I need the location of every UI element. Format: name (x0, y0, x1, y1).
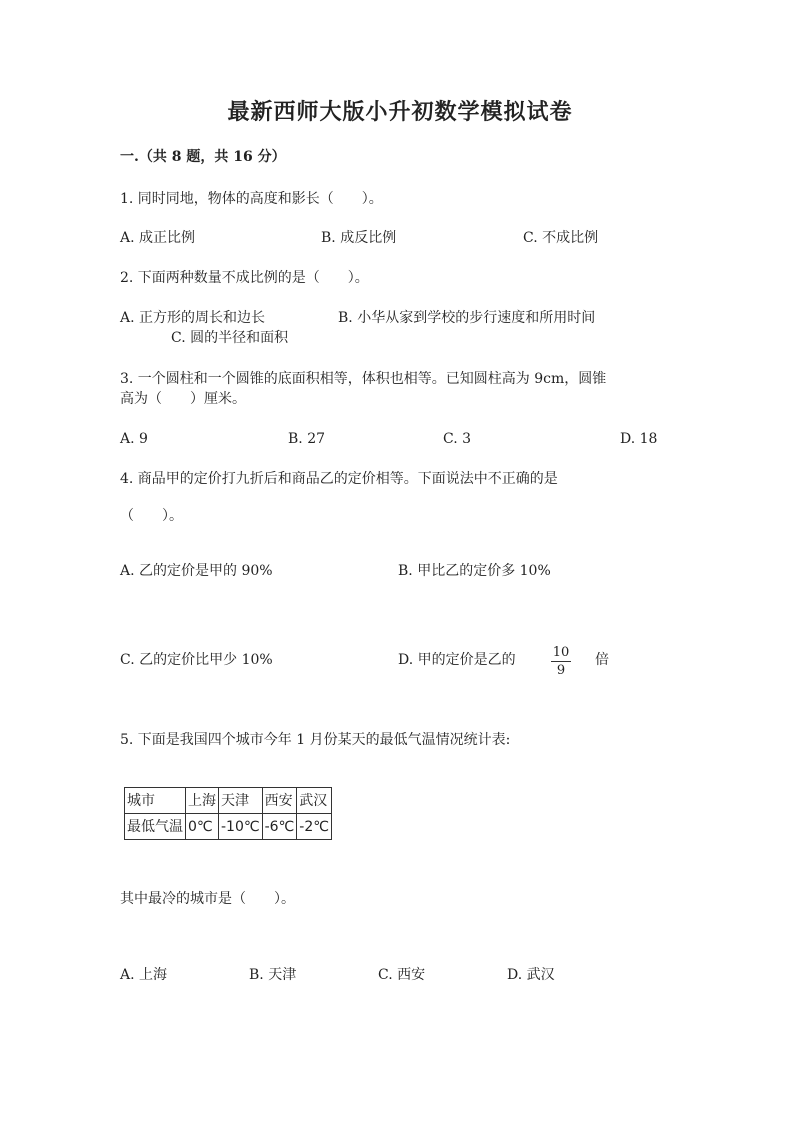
question-5-option-d: D. 武汉 (507, 967, 555, 983)
question-5-option-b: B. 天津 (249, 967, 297, 983)
fraction-denominator: 9 (556, 663, 566, 678)
question-3-option-a: A. 9 (120, 431, 148, 447)
question-4-option-d-suffix: 倍 (595, 652, 609, 668)
question-2-option-c: C. 圆的半径和面积 (171, 330, 289, 346)
table-cell: -6℃ (262, 814, 297, 840)
table-cell: 0℃ (186, 814, 219, 840)
fraction-bar (551, 661, 571, 662)
question-3-stem-line1: 3. 一个圆柱和一个圆锥的底面积相等，体积也相等。已知圆柱高为 9cm，圆锥 (120, 371, 607, 387)
question-4-stem-line1: 4. 商品甲的定价打九折后和商品乙的定价相等。下面说法中不正确的是 (120, 471, 558, 487)
question-5-question: 其中最冷的城市是（ ）。 (120, 891, 295, 907)
question-3-option-b: B. 27 (288, 431, 326, 447)
question-4-option-b: B. 甲比乙的定价多 10% (398, 563, 551, 579)
table-row (125, 814, 332, 840)
table-header-cell: 上海 (186, 788, 219, 814)
table-cell: 最低气温 (125, 814, 186, 840)
question-1-stem: 1. 同时同地，物体的高度和影长（ ）。 (120, 191, 383, 207)
question-1-option-b: B. 成反比例 (321, 230, 397, 246)
temperature-table (124, 787, 332, 840)
page-title: 最新西师大版小升初数学模拟试卷 (227, 99, 573, 125)
fraction-ten-ninths (551, 645, 571, 678)
question-5-option-c: C. 西安 (378, 967, 426, 983)
question-2-stem: 2. 下面两种数量不成比例的是（ ）。 (120, 270, 369, 286)
section-heading: 一.（共 8 题，共 16 分） (120, 149, 286, 165)
question-3-option-d: D. 18 (620, 431, 658, 447)
question-1-option-a: A. 成正比例 (120, 230, 196, 246)
question-3-option-c: C. 3 (443, 431, 472, 447)
question-2-option-a: A. 正方形的周长和边长 (120, 310, 266, 326)
question-4-option-d: D. 甲的定价是乙的 (398, 652, 516, 668)
question-4-option-a: A. 乙的定价是甲的 90% (120, 563, 273, 579)
table-header-cell: 天津 (219, 788, 263, 814)
question-2-option-b: B. 小华从家到学校的步行速度和所用时间 (338, 310, 596, 326)
question-5-option-a: A. 上海 (120, 967, 168, 983)
question-4-stem-line2: （ ）。 (120, 508, 183, 524)
table-header-cell: 武汉 (297, 788, 332, 814)
question-5-stem: 5. 下面是我国四个城市今年 1 月份某天的最低气温情况统计表: (120, 732, 511, 748)
table-cell: -10℃ (219, 814, 263, 840)
table-header-cell: 城市 (125, 788, 186, 814)
question-4-option-c: C. 乙的定价比甲少 10% (120, 652, 273, 668)
table-row (125, 788, 332, 814)
fraction-numerator: 10 (552, 645, 570, 660)
question-1-option-c: C. 不成比例 (523, 230, 599, 246)
table-cell: -2℃ (297, 814, 332, 840)
question-3-stem-line2: 高为（ ）厘米。 (120, 391, 246, 407)
table-header-cell: 西安 (262, 788, 297, 814)
